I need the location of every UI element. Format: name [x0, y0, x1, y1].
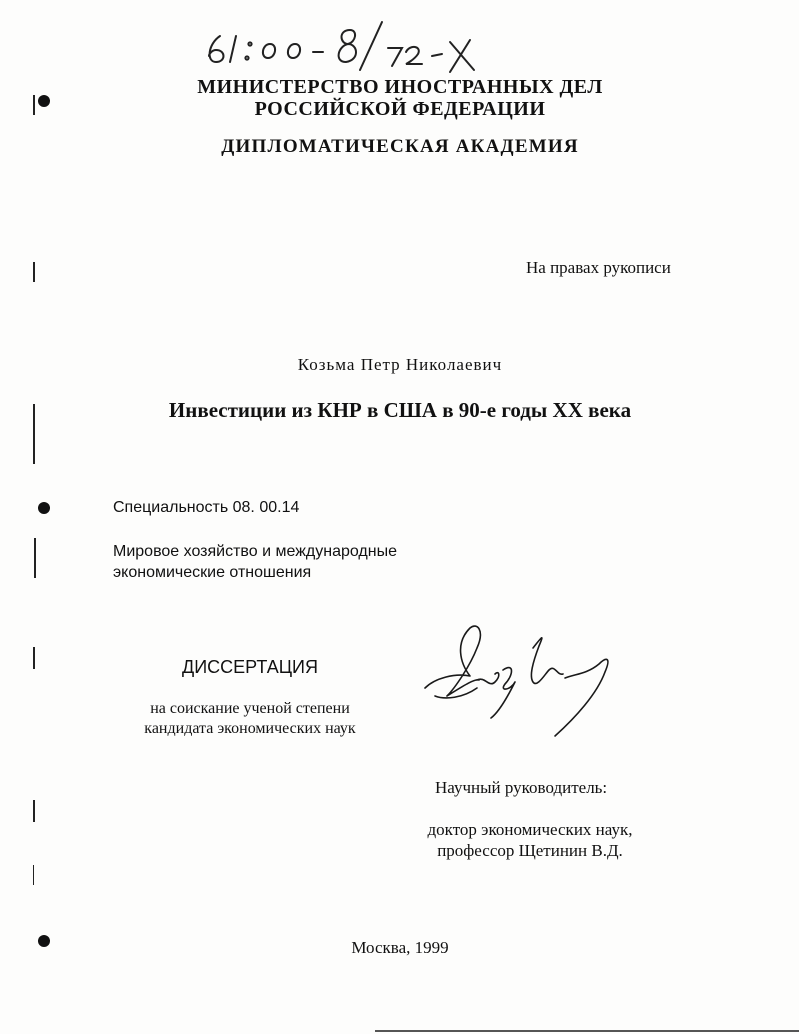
- punch-hole-dot: [38, 502, 50, 514]
- supervisor-label: Научный руководитель:: [435, 778, 608, 797]
- scan-mark: [33, 800, 35, 822]
- ministry-line-2: РОССИЙСКОЙ ФЕДЕРАЦИИ: [254, 98, 546, 120]
- scan-mark: [33, 404, 35, 464]
- dissertation-label: ДИССЕРТАЦИЯ: [182, 657, 318, 677]
- field-line-2: экономические отношения: [113, 564, 312, 581]
- dissertation-title: Инвестиции из КНР в США в 90-е годы XX века: [168, 398, 632, 422]
- scan-mark: [33, 262, 35, 282]
- specialty-field: [113, 541, 397, 583]
- scan-mark: [33, 647, 35, 669]
- supervisor-degree: доктор экономических наук,: [427, 820, 633, 839]
- supervisor-info: [400, 819, 660, 861]
- archive-code-handwriting: [200, 14, 540, 74]
- ministry-heading: [150, 76, 650, 120]
- scan-bottom-edge: [375, 1030, 799, 1032]
- ministry-line-1: МИНИСТЕРСТВО ИНОСТРАННЫХ ДЕЛ: [197, 76, 603, 98]
- degree-line-1: на соискание ученой степени: [150, 700, 350, 717]
- field-line-1: Мировое хозяйство и международные: [113, 543, 397, 560]
- punch-hole-dot: [38, 935, 50, 947]
- scan-mark: [33, 865, 34, 885]
- scan-mark: [33, 95, 35, 115]
- degree-line-2: кандидата экономических наук: [144, 720, 356, 737]
- author-signature: [415, 618, 625, 743]
- specialty-code: Специальность 08. 00.14: [113, 499, 300, 516]
- academy-heading: ДИПЛОМАТИЧЕСКАЯ АКАДЕМИЯ: [221, 136, 579, 157]
- city-year: Москва, 1999: [351, 938, 449, 957]
- scan-mark: [34, 538, 36, 578]
- supervisor-name: профессор Щетинин В.Д.: [437, 841, 623, 860]
- author-name: Козьма Петр Николаевич: [297, 355, 503, 374]
- manuscript-rights-note: На правах рукописи: [526, 258, 671, 277]
- scan-edge: [0, 0, 60, 1034]
- punch-hole-dot: [38, 95, 50, 107]
- degree-purpose: [100, 699, 400, 739]
